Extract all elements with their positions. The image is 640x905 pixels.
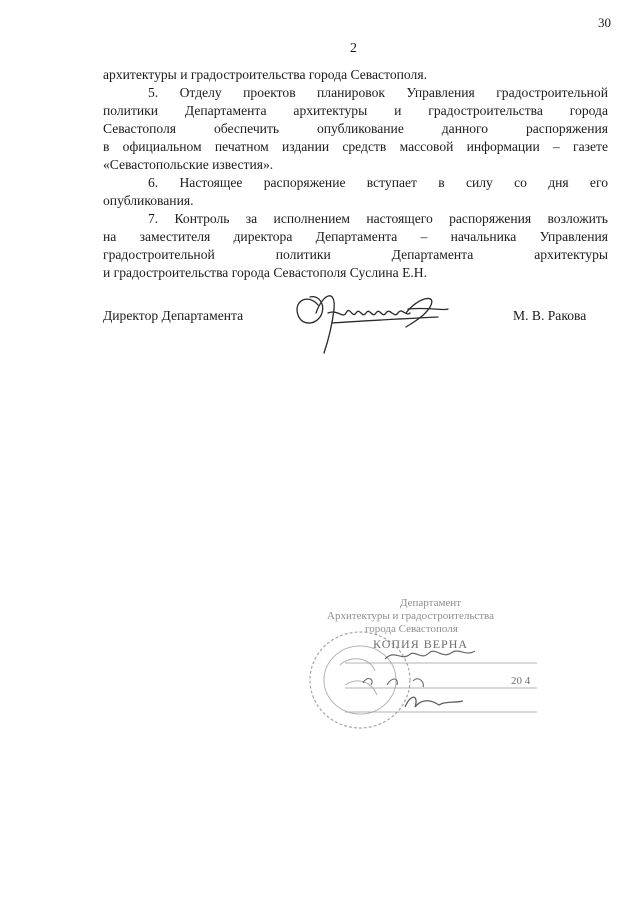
paragraph-line: градостроительной политики Департамента архитектуры (103, 247, 608, 262)
paragraph-line: Севастополя обеспечить опубликование данного распоряжения (103, 121, 608, 136)
paragraph-line: 5. Отделу проектов планировок Управления градостроительной (148, 85, 608, 100)
certification-stamp (305, 585, 555, 735)
page-number: 2 (350, 41, 357, 56)
stamp-handwriting-date (363, 679, 423, 687)
signatory-title: Директор Департамента (103, 308, 244, 323)
paragraph-line: 7. Контроль за исполнением настоящего распоряжения возложить (148, 211, 608, 226)
paragraph-line: на заместителя директора Департамента – начальника Управления (103, 229, 608, 244)
paragraph-line: и градостроительства города Севастополя Суслина Е.Н. (103, 265, 428, 280)
paragraph-line: в официальном печатном издании средств массовой информации – газете (103, 139, 608, 154)
handwritten-signature (288, 283, 458, 368)
paragraph-line: архитектуры и градостроительства города Севастополя. (103, 67, 427, 82)
stamp-year: 20 4 (511, 675, 531, 687)
signatory-name: М. В. Ракова (513, 308, 587, 323)
paragraph-line: политики Департамента архитектуры и градостроительства города (103, 103, 608, 118)
stamp-department-name: Архитектуры и градостроительства (327, 610, 494, 622)
corner-page-number: 30 (598, 15, 611, 30)
stamp-handwriting-sign (405, 697, 463, 707)
paragraph-line: «Севастопольские известия». (103, 157, 274, 172)
stamp-handwriting-fio (385, 651, 475, 659)
paragraph-line: 6. Настоящее распоряжение вступает в силу со дня его (148, 175, 608, 190)
stamp-city: города Севастополя (365, 623, 458, 635)
paragraph-line: опубликования. (103, 193, 194, 208)
stamp-copy-label: КОПИЯ ВЕРНА (373, 637, 469, 651)
stamp-department: Департамент (400, 597, 462, 609)
round-seal-inner (324, 646, 396, 714)
